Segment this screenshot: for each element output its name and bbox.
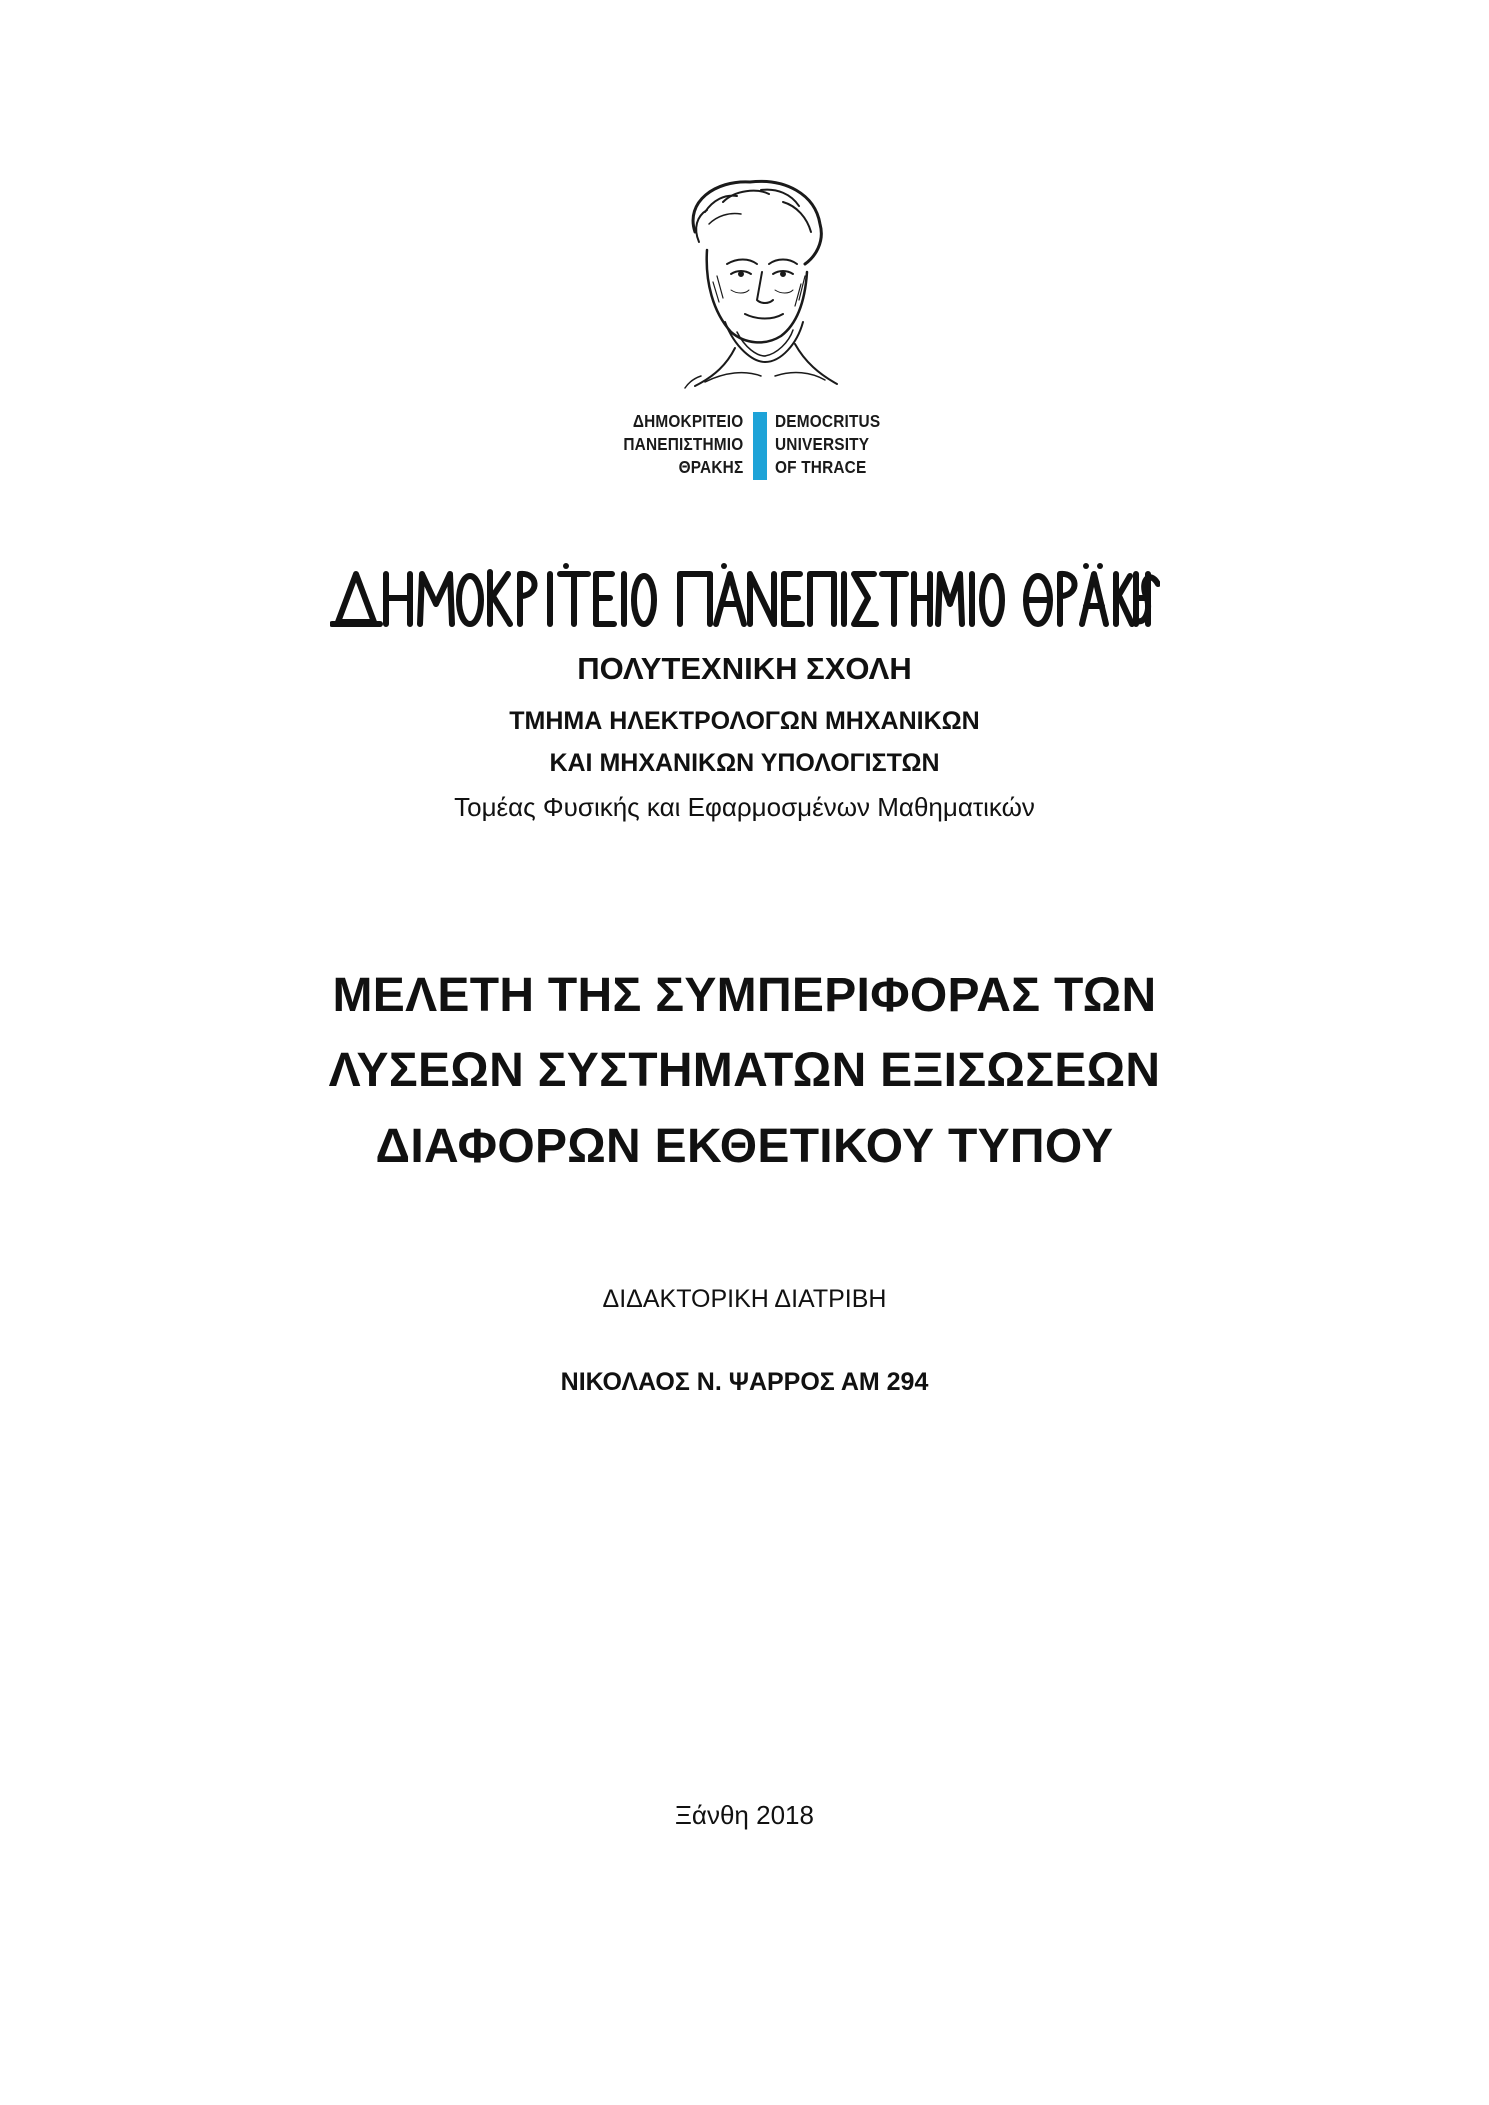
- author-name: ΝΙΚΟΛΑΟΣ Ν. ΨΑΡΡΟΣ ΑΜ 294: [560, 1368, 929, 1396]
- department-line-1: ΤΜΗΜΑ ΗΛΕΚΤΡΟΛΟΓΩΝ ΜΗΧΑΝΙΚΩΝ: [509, 707, 980, 735]
- sector-name: Τομέας Φυσικής και Εφαρμοσμένων Μαθηματικών: [454, 792, 1035, 822]
- logo-greek-line: ΘΡΑΚΗΣ: [678, 457, 743, 477]
- thesis-title-line-2: ΛΥΣΕΩΝ ΣΥΣΤΗΜΑΤΩΝ ΕΞΙΣΩΣΕΩΝ: [328, 1044, 1161, 1097]
- logo-greek-line: ΔΗΜΟΚΡΙΤΕΙΟ: [632, 411, 743, 431]
- democritus-portrait-icon: [665, 172, 845, 390]
- logo-greek-text: [623, 410, 743, 479]
- logo-accent-bar: [753, 412, 767, 480]
- logo-english-line: OF THRACE: [775, 457, 867, 477]
- logo-greek-line: ΠΑΝΕΠΙΣΤΗΜΙΟ: [622, 434, 743, 454]
- place-and-year: Ξάνθη 2018: [675, 1800, 814, 1830]
- calligraphic-university-name: [330, 560, 1160, 640]
- department-line-2: ΚΑΙ ΜΗΧΑΝΙΚΩΝ ΥΠΟΛΟΓΙΣΤΩΝ: [549, 749, 940, 777]
- university-logo: [0, 410, 1489, 482]
- thesis-title-line-1: ΜΕΛΕΤΗ ΤΗΣ ΣΥΜΠΕΡΙΦΟΡΑΣ ΤΩΝ: [332, 969, 1157, 1022]
- thesis-type: ΔΙΔΑΚΤΟΡΙΚΗ ΔΙΑΤΡΙΒΗ: [602, 1285, 887, 1313]
- logo-english-line: UNIVERSITY: [775, 434, 870, 454]
- logo-english-text: [775, 410, 880, 479]
- school-name: ΠΟΛΥΤΕΧΝΙΚΗ ΣΧΟΛΗ: [577, 651, 912, 686]
- thesis-title-line-3: ΔΙΑΦΟΡΩΝ ΕΚΘΕΤΙΚΟΥ ΤΥΠΟΥ: [375, 1120, 1114, 1173]
- logo-english-line: DEMOCRITUS: [775, 411, 881, 431]
